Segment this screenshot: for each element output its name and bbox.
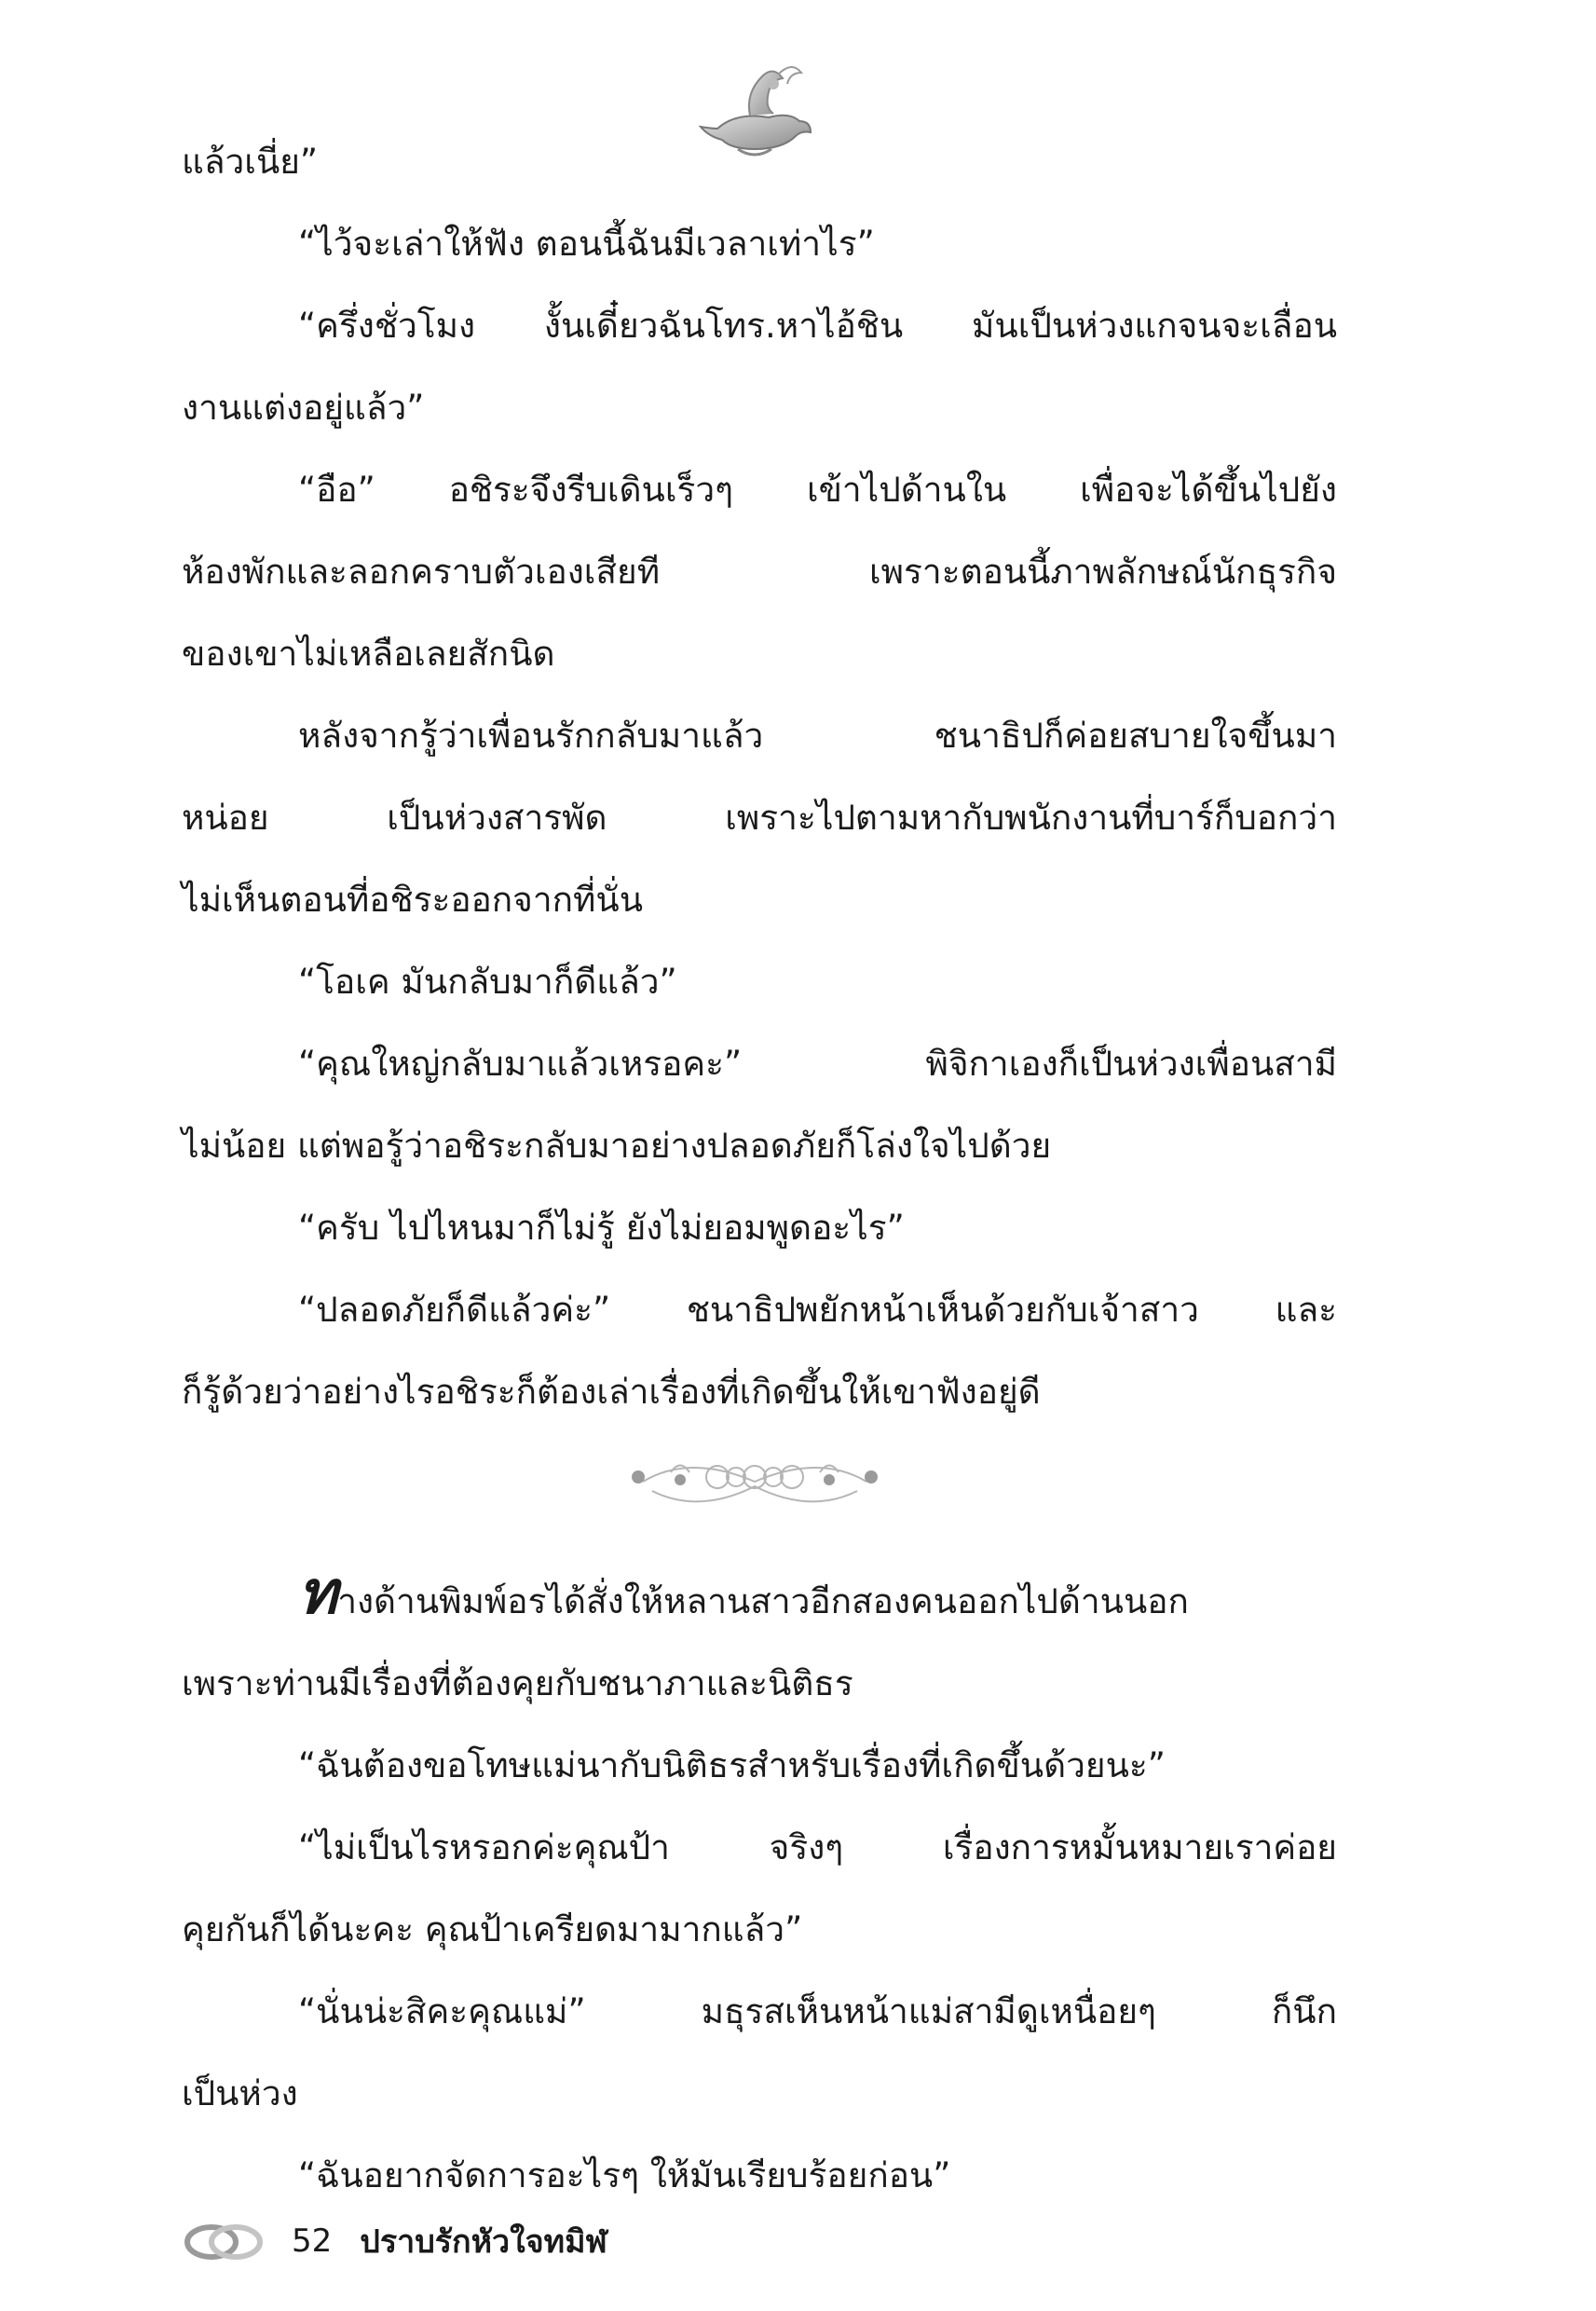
rings-icon: [182, 2220, 266, 2263]
text-line: งานแต่งอยู่แล้ว”: [182, 388, 425, 428]
text-line: “ไม่เป็นไรหรอกค่ะคุณป้า จริงๆ เรื่องการหมั้นหมายเราค่อย: [298, 1827, 1337, 1867]
text-line: “คุณใหญ่กลับมาแล้วเหรอคะ” พิจิกาเองก็เป็นห่วงเพื่อนสามี: [298, 1044, 1337, 1084]
text-line: ไม่น้อย แต่พอรู้ว่าอชิระกลับมาอย่างปลอดภัยก็โล่งใจไปด้วย: [182, 1126, 1052, 1166]
text-line: เป็นห่วง: [182, 2073, 298, 2113]
text-line: “ปลอดภัยก็ดีแล้วค่ะ” ชนาธิปพยักหน้าเห็นด้วยกับเจ้าสาว และ: [298, 1290, 1337, 1330]
page-footer: [182, 2218, 607, 2264]
book-title: ปราบรักหัวใจทมิฬ: [360, 2223, 607, 2261]
text-line: ก็รู้ด้วยว่าอย่างไรอชิระก็ต้องเล่าเรื่องที่เกิดขึ้นให้เขาฟังอยู่ดี: [182, 1372, 1041, 1412]
text-line: “โอเค มันกลับมาก็ดีแล้ว”: [298, 962, 677, 1002]
text-fragment: างด้านพิมพ์อรได้สั่งให้หลานสาวอีกสองคนออกไปด้านนอก: [337, 1581, 1189, 1621]
floral-divider-icon: [615, 1435, 894, 1528]
text-line: หลังจากรู้ว่าเพื่อนรักกลับมาแล้ว ชนาธิปก็ค่อยสบายใจขึ้นมา: [298, 716, 1337, 756]
text-line: คุยกันก็ได้นะคะ คุณป้าเครียดมามากแล้ว”: [182, 1909, 803, 1949]
text-line: “ครับ ไปไหนมาก็ไม่รู้ ยังไม่ยอมพูดอะไร”: [298, 1208, 905, 1248]
page-number: 52: [292, 2222, 333, 2260]
text-line: เพราะท่านมีเรื่องที่ต้องคุยกับชนาภาและนิติธร: [182, 1663, 853, 1703]
text-line: “ไว้จะเล่าให้ฟัง ตอนนี้ฉันมีเวลาเท่าไร”: [298, 224, 875, 264]
drop-cap: ท: [298, 1559, 338, 1628]
text-line: ของเขาไม่เหลือเลยสักนิด: [182, 634, 555, 674]
text-line: “อือ” อชิระจึงรีบเดินเร็วๆ เข้าไปด้านใน เพื่อจะได้ขึ้นไปยัง: [298, 470, 1337, 510]
text-line: ห้องพักและลอกคราบตัวเองเสียที เพราะตอนนี้ภาพลักษณ์นักธุรกิจ: [182, 552, 1337, 592]
text-line: “นั่นน่ะสิคะคุณแม่” มธุรสเห็นหน้าแม่สามีดูเหนื่อยๆ ก็นึก: [298, 1991, 1337, 2031]
text-line-dropcap: [182, 1561, 1337, 1643]
text-line: “ฉันต้องขอโทษแม่นากับนิติธรสำหรับเรื่องที่เกิดขึ้นด้วยนะ”: [298, 1745, 1166, 1785]
text-line: แล้วเนี่ย”: [182, 142, 319, 182]
text-line: “ครึ่งชั่วโมง งั้นเดี๋ยวฉันโทร.หาไอ้ชิน มันเป็นห่วงแกจนจะเลื่อน: [298, 306, 1337, 346]
text-line: ไม่เห็นตอนที่อชิระออกจากที่นั่น: [182, 880, 644, 920]
text-line: “ฉันอยากจัดการอะไรๆ ให้มันเรียบร้อยก่อน”: [298, 2155, 951, 2195]
text-line: หน่อย เป็นห่วงสารพัด เพราะไปตามหากับพนักงานที่บาร์ก็บอกว่า: [182, 798, 1337, 838]
